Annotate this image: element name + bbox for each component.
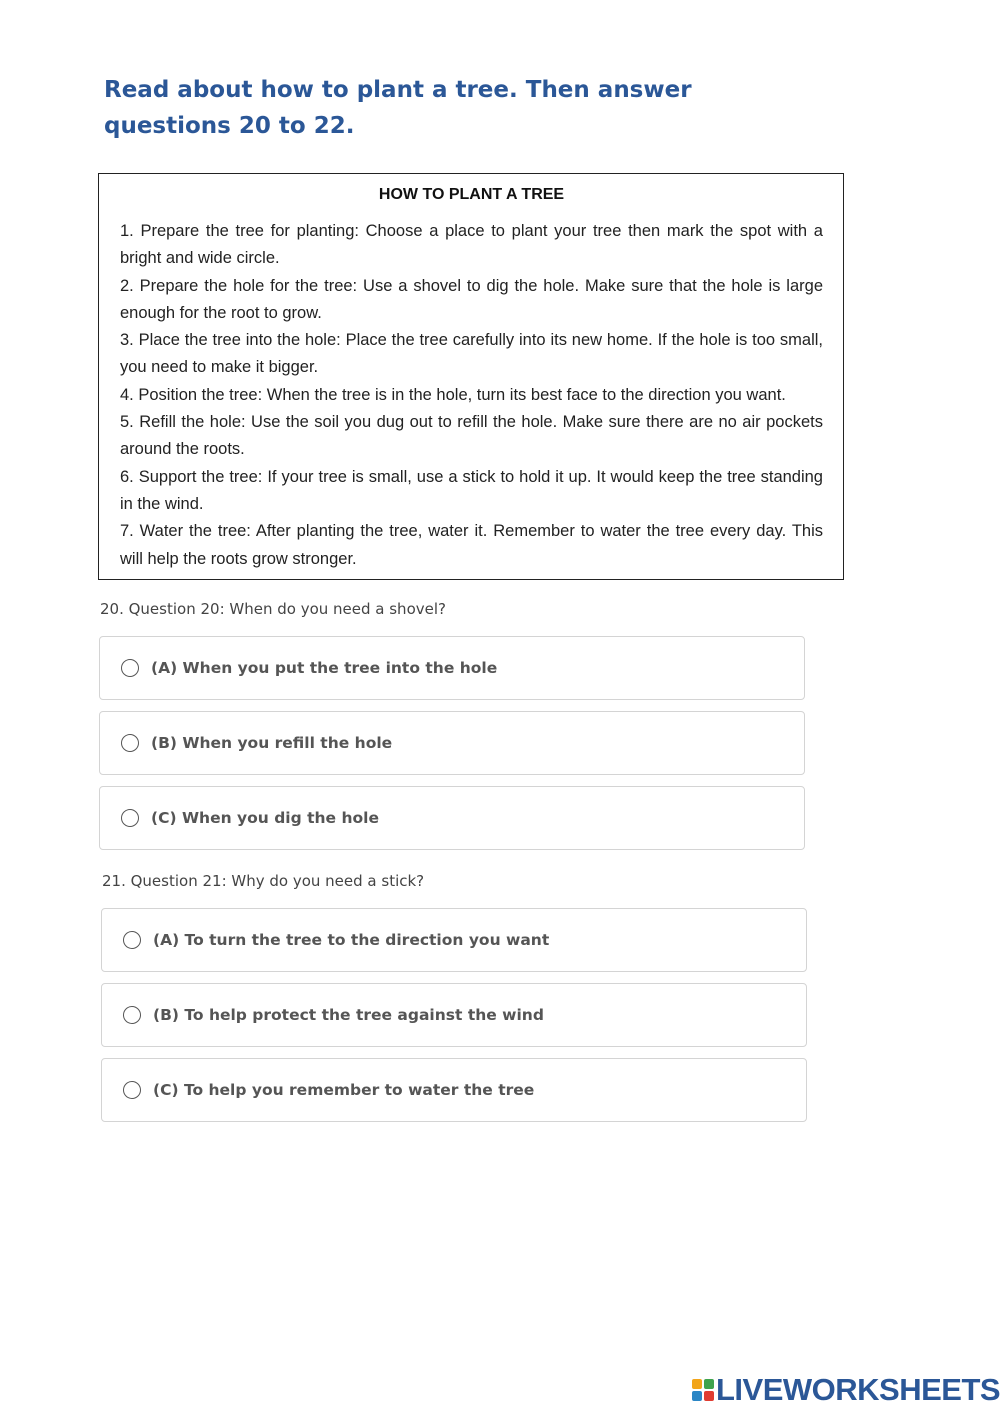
question-20-option-c[interactable] [99, 786, 805, 850]
logo-square-2 [704, 1379, 714, 1389]
radio-button-icon[interactable] [123, 1081, 141, 1099]
logo-text: LIVEWORKSHEETS [716, 1372, 1000, 1407]
option-label: (B) To help protect the tree against the wind [153, 1006, 544, 1024]
radio-button-icon[interactable] [121, 734, 139, 752]
passage-step-6: 6. Support the tree: If your tree is small, use a stick to hold it up. It would keep the tree standing in the wind. [120, 467, 823, 513]
option-label: (A) When you put the tree into the hole [151, 659, 498, 677]
passage-step-5: 5. Refill the hole: Use the soil you dug out to refill the hole. Make sure there are no air pockets around the roots. [120, 413, 823, 459]
page-heading: Read about how to plant a tree. Then answer questions 20 to 22. [104, 77, 692, 139]
option-label: (C) When you dig the hole [151, 809, 379, 827]
passage-title: HOW TO PLANT A TREE [378, 186, 565, 203]
logo-grid-icon [692, 1379, 714, 1401]
passage-step-4: 4. Position the tree: When the tree is in the hole, turn its best face to the direction you want. [120, 385, 786, 404]
option-label: (C) To help you remember to water the tree [153, 1081, 535, 1099]
question-21-option-b[interactable] [101, 983, 807, 1047]
option-label: (A) To turn the tree to the direction you want [153, 931, 550, 949]
question-20-text: 20. Question 20: When do you need a shovel? [100, 600, 446, 618]
logo-square-4 [704, 1391, 714, 1401]
passage-step-7: 7. Water the tree: After planting the tree, water it. Remember to water the tree every day. This will help the roots grow stronger. [120, 522, 823, 568]
radio-button-icon[interactable] [123, 931, 141, 949]
question-21-option-a[interactable] [101, 908, 807, 972]
passage-step-3: 3. Place the tree into the hole: Place the tree carefully into its new home. If the hole is too small, you need to make it bigger. [120, 331, 823, 377]
question-20-option-a[interactable] [99, 636, 805, 700]
question-21-option-c[interactable] [101, 1058, 807, 1122]
liveworksheets-logo [692, 1374, 1000, 1406]
logo-square-1 [692, 1379, 702, 1389]
reading-passage-box [98, 173, 844, 580]
radio-button-icon[interactable] [121, 659, 139, 677]
radio-button-icon[interactable] [121, 809, 139, 827]
question-20-option-b[interactable] [99, 711, 805, 775]
option-label: (B) When you refill the hole [151, 734, 393, 752]
question-21-text: 21. Question 21: Why do you need a stick? [102, 872, 425, 890]
passage-step-1: 1. Prepare the tree for planting: Choose a place to plant your tree then mark the spot with a bright and wide circle. [120, 222, 823, 268]
radio-button-icon[interactable] [123, 1006, 141, 1024]
logo-square-3 [692, 1391, 702, 1401]
passage-step-2: 2. Prepare the hole for the tree: Use a shovel to dig the hole. Make sure that the hole is large enough for the root to grow. [120, 276, 823, 322]
